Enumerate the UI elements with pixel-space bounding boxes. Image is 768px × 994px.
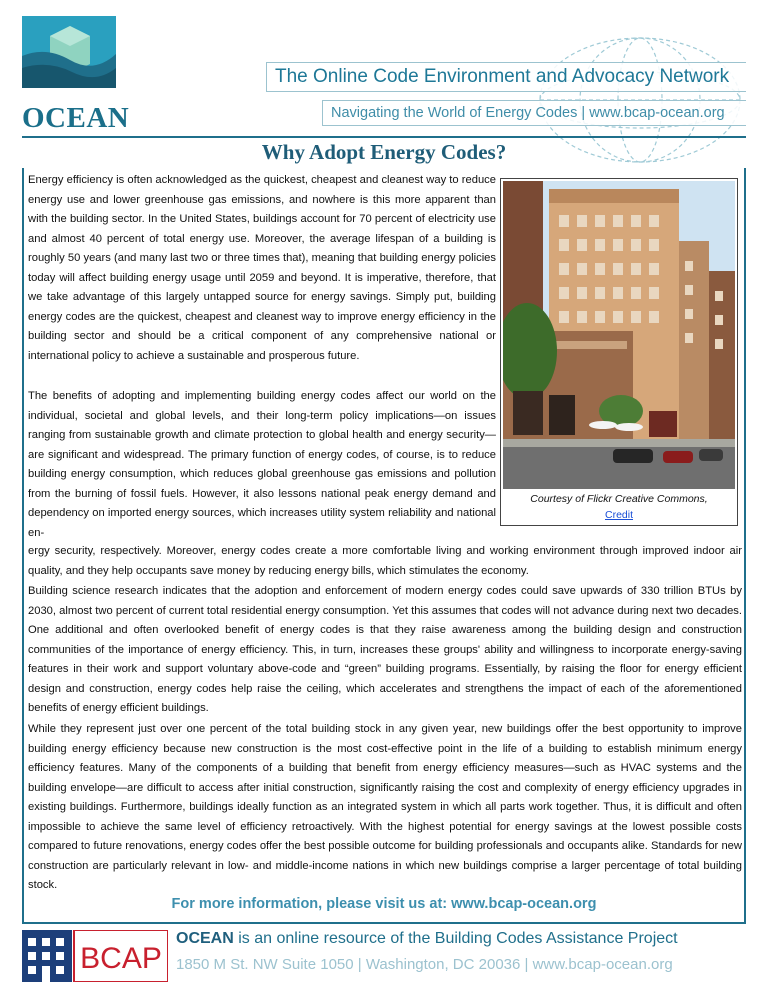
footer-resource-text: is an online resource of the Building Codes Assistance Project bbox=[233, 930, 678, 947]
photo-figure bbox=[500, 178, 738, 526]
banner-subtitle[interactable]: Navigating the World of Energy Codes | www.bcap-ocean.org bbox=[322, 100, 746, 126]
paragraph-new-buildings: While they represent just over one percent of the total building stock in any given year, new buildings offer the best opportunity to improve building energy efficiency because new construction is the most cost-effective point in the life of a building to establish minimum energy efficiency features. Many of the components of a building that benefit from energy efficiency measures—such as HVAC systems and the building envelope—are difficult to access after initial construction, significantly raising the cost and complexity of energy efficiency upgrades in existing buildings. Furthermore, buildings ideally function as an integrated system in which all parts work together. Thus, it is difficult and often impossible to achieve the same level of efficiency retroactively. With the highest potential for energy savings at the lowest possible costs compared to future renovations, energy codes offer the best possible outcome for building professionals and occupants alike. Standards for new construction are particularly relevant in low- and middle-income nations in which new buildings comprise a larger percentage of total building stock. bbox=[28, 723, 742, 891]
header-divider bbox=[22, 136, 746, 138]
footer-ocean-name: OCEAN bbox=[176, 930, 234, 947]
photo-caption-text: Courtesy of Flickr Creative Commons, bbox=[530, 493, 708, 505]
ocean-logo-text: OCEAN bbox=[22, 102, 130, 134]
ocean-logo-icon bbox=[22, 16, 122, 102]
paragraph-benefits: The benefits of adopting and implementing building energy codes affect our world on the individual, societal and global levels, and their long-term policy implications—on issues ranging from sustainable growth and climate protection to global health and energy security—are significant and widespread. The primary function of energy codes, of course, is to reduce building energy consumption, which reduces global greenhouse gas emissions and pollution from the burning of fossil fuels. However, it also lessons national peak energy demand and dependency on imported energy sources, which increases utility system reliability and national en- bbox=[28, 390, 496, 539]
ocean-logo bbox=[22, 16, 130, 134]
more-info-link[interactable]: For more information, please visit us at: www.bcap-ocean.org bbox=[171, 896, 597, 912]
paragraph-research: Building science research indicates that the adoption and enforcement of modern energy codes could save upwards of 330 trillion BTUs by 2030, almost two percent of current total residential energy consumption. Yet this assumes that codes will not advance during next two decades. One additional and often overlooked benefit of energy codes is that they raise awareness among the building design and construction communities of the importance of energy efficiency. This, in turn, increases these groups' ability and willingness to incorporate energy-saving features in their work and support voluntary above-code and “green” building programs. Essentially, by raising the floor for energy efficient design and construction, energy codes help raise the ceiling, which accelerates and strengthens the impact of each of the aforementioned benefits of energy efficient buildings. bbox=[28, 585, 742, 714]
page-title: Why Adopt Energy Codes? bbox=[261, 140, 507, 164]
bcap-logo bbox=[22, 930, 168, 987]
banner-title: The Online Code Environment and Advocacy Network bbox=[266, 62, 746, 92]
credit-link[interactable]: Credit bbox=[604, 509, 633, 521]
paragraph-benefits-continued: ergy security, respectively. Moreover, energy codes create a more comfortable living and working environment through improved indoor air quality, and they help occupants save money by reducing energy bills, which stimulates the economy. bbox=[28, 545, 742, 577]
bcap-logo-text: BCAP bbox=[80, 942, 162, 975]
footer-address: 1850 M St. NW Suite 1050 | Washington, DC 20036 | www.bcap-ocean.org bbox=[176, 956, 673, 973]
photo-caption bbox=[501, 491, 737, 523]
paragraph-intro: Energy efficiency is often acknowledged as the quickest, cheapest and cleanest way to reduce energy use and lower greenhouse gas emissions, and nowhere is this more apparent than with the building sector. In the United States, buildings account for 70 percent of electricity use and almost 40 percent of total energy use. Moreover, the average lifespan of a building is roughly 50 years (and many last two or three times that), meaning that building energy policies today will affect building energy usage until 2059 and beyond. It is imperative, therefore, that we take advantage of this largely untapped source for energy savings. Simply put, building energy codes are the quickest, cheapest and cleanest way to improve energy efficiency in the building sector and should be a critical component of any comprehensive national or international policy to achieve a sustainable and prosperous future. bbox=[28, 174, 496, 362]
bcap-logo-icon bbox=[22, 930, 168, 982]
building-photo bbox=[503, 181, 735, 489]
building-photo-image bbox=[503, 181, 735, 489]
footer-resource-line bbox=[176, 930, 678, 948]
